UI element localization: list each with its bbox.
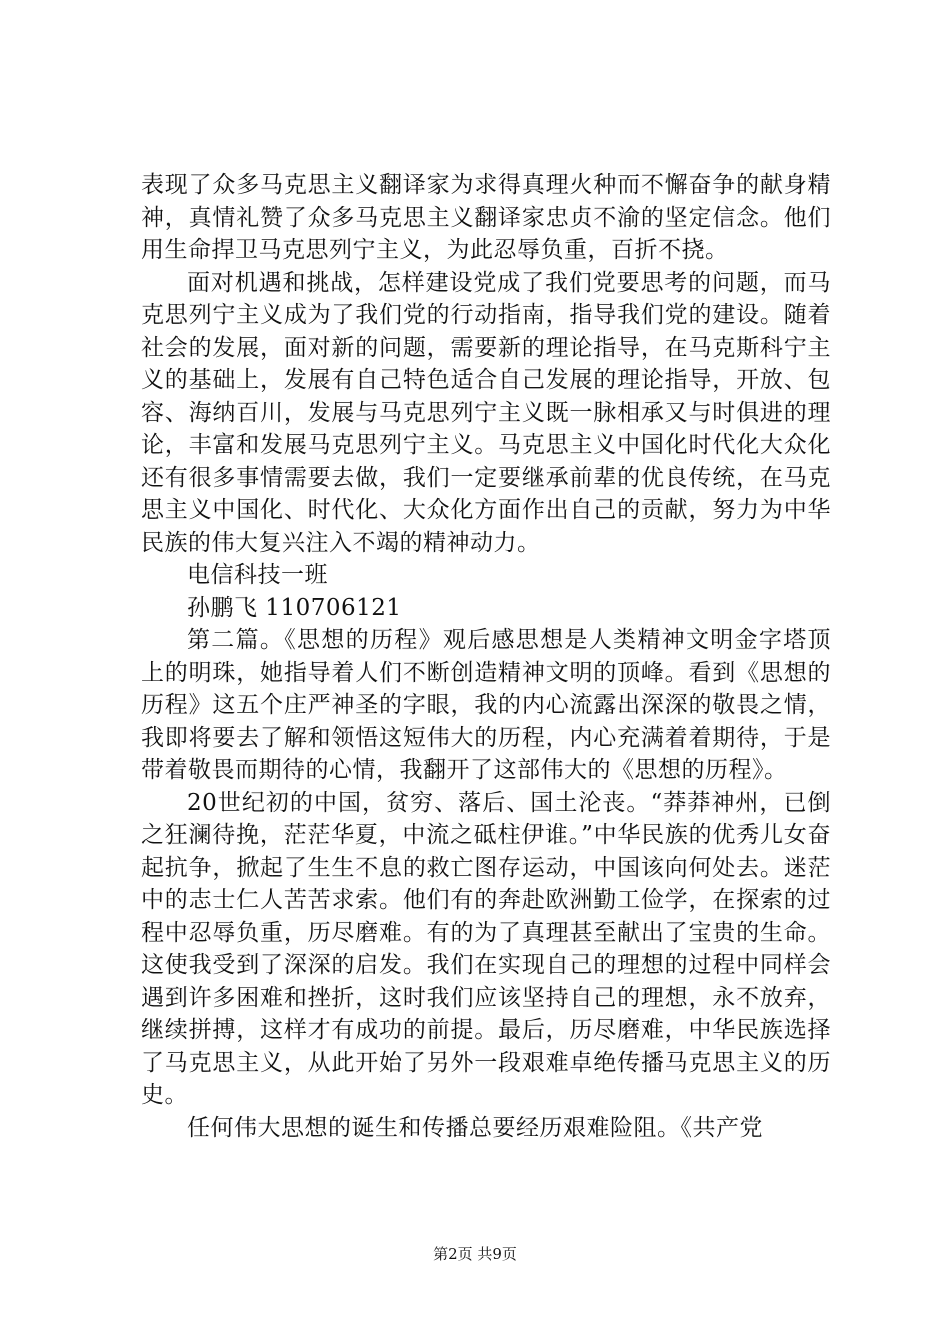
paragraph-4: 20世纪初的中国，贫穷、落后、国土沦丧。“莽莽神州，已倒之狂澜待挽，茫茫华夏，中流之砥柱伊谁。”中华民族的优秀儿女奋起抗争，掀起了生生不息的救亡图存运动，中国该向何处去。迷茫中的志士仁人苦苦求索。他们有的奔赴欧洲勤工俭学，在探索的过程中忍辱负重，历尽磨难。有的为了真理甚至献出了宝贵的生命。这使我受到了深深的启发。我们在实现自己的理想的过程中同样会遇到许多困难和挫折，这时我们应该坚持自己的理想，永不放弃，继续拼搏，这样才有成功的前提。最后，历尽磨难，中华民族选择了马克思主义，从此开始了另外一段艰难卓绝传播马克思主义的历史。 <box>141 789 831 1108</box>
paragraph-5: 任何伟大思想的诞生和传播总要经历艰难险阻。《共产党 <box>187 1114 763 1141</box>
paragraph-1: 表现了众多马克思主义翻译家为求得真理火种而不懈奋争的献身精神，真情礼赞了众多马克思主义翻译家忠贞不渝的坚定信念。他们用生命捍卫马克思列宁主义，为此忍辱负重，百折不挠。 <box>141 172 831 263</box>
class-name-line: 电信科技一班 <box>187 562 328 588</box>
page-footer <box>0 1244 950 1264</box>
page-number-label: 第2页 共9页 <box>433 1245 517 1263</box>
author-line: 孙鹏飞 110706121 <box>187 594 402 621</box>
document-body <box>141 169 831 1144</box>
paragraph-2: 面对机遇和挑战，怎样建设党成了我们党要思考的问题，而马克思列宁主义成为了我们党的行动指南，指导我们党的建设。随着社会的发展，面对新的问题，需要新的理论指导，在马克斯科宁主义的基础上，发展有自己特色适合自己发展的理论指导，开放、包容、海纳百川，发展与马克思列宁主义既一脉相承又与时俱进的理论，丰富和发展马克思列宁主义。马克思主义中国化时代化大众化还有很多事情需要去做，我们一定要继承前辈的优良传统，在马克思主义中国化、时代化、大众化方面作出自己的贡献，努力为中华民族的伟大复兴注入不竭的精神动力。 <box>141 269 831 556</box>
paragraph-3: 第二篇。《思想的历程》观后感思想是人类精神文明金字塔顶上的明珠，她指导着人们不断创造精神文明的顶峰。看到《思想的历程》这五个庄严神圣的字眼，我的内心流露出深深的敬畏之情，我即将要去了解和领悟这短伟大的历程，内心充满着着期待，于是带着敬畏而期待的心情，我翻开了这部伟大的《思想的历程》。 <box>141 627 831 783</box>
